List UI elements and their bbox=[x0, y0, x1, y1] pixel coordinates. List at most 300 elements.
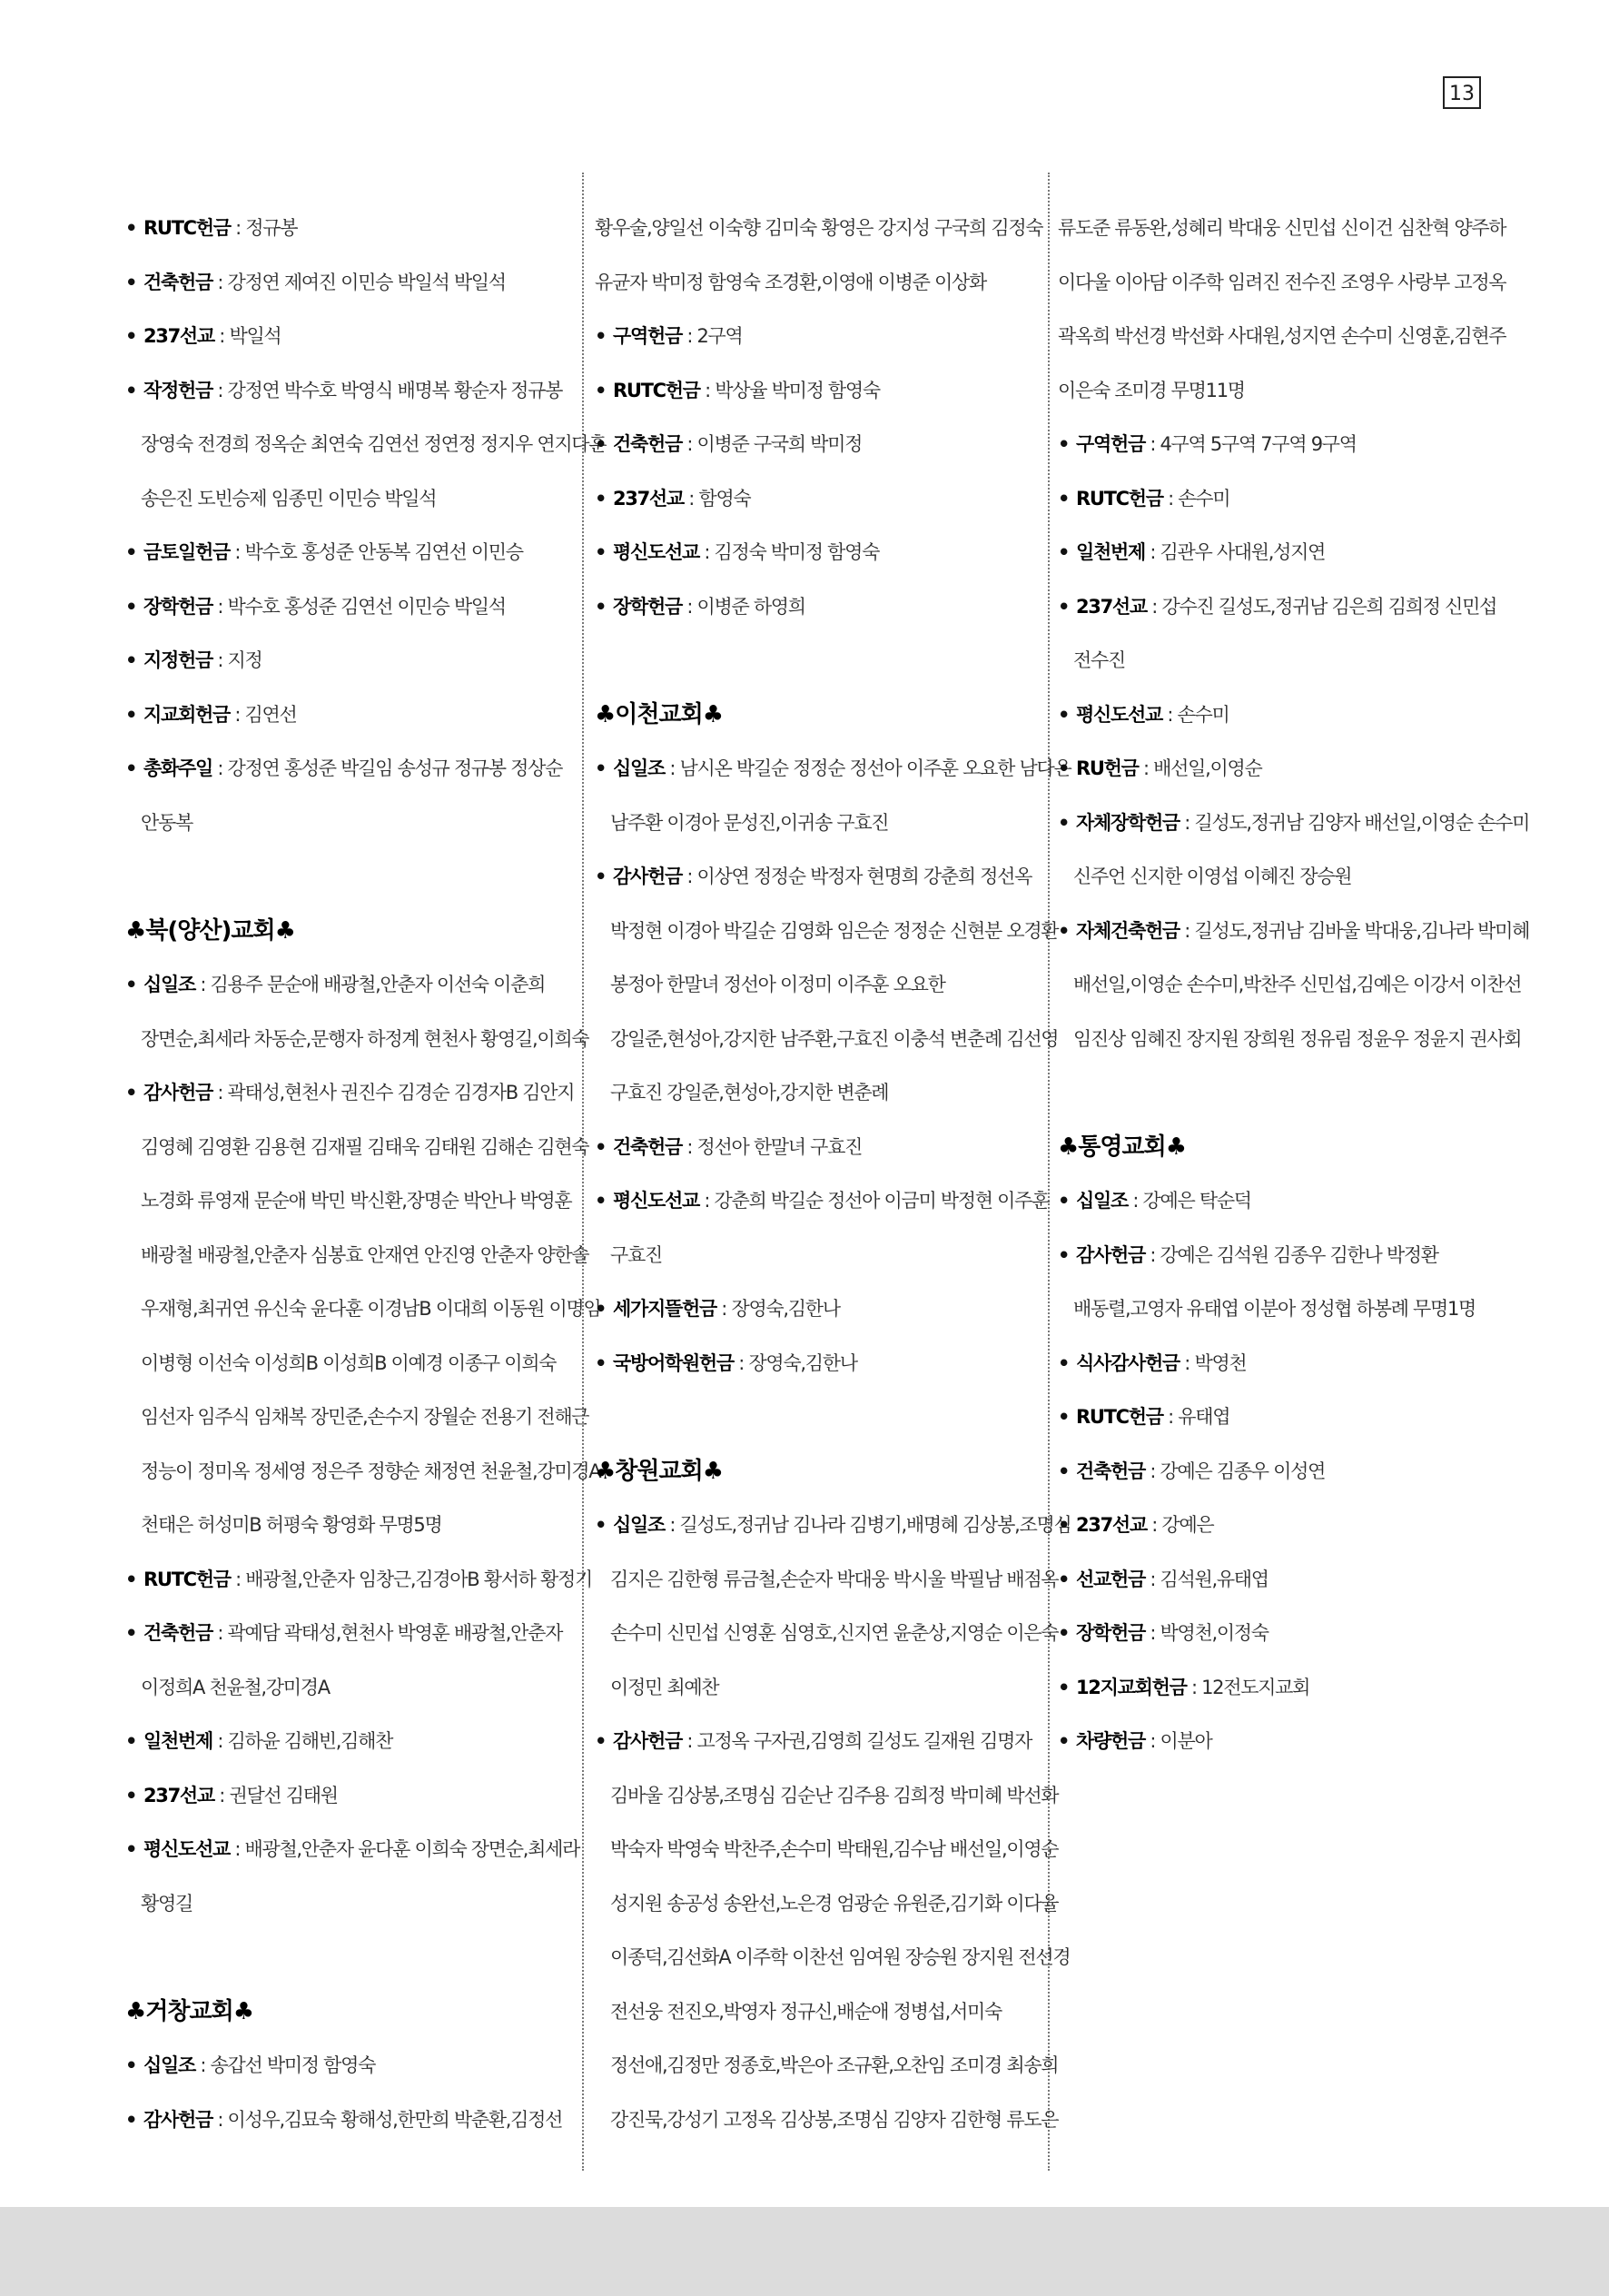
entry-first-line bbox=[595, 472, 1049, 527]
category-label: 12지교회헌금 bbox=[1076, 1676, 1187, 1698]
category-label: 237선교 bbox=[1076, 595, 1147, 618]
church-section-heading: ♣통영교회♣ bbox=[1058, 1133, 1187, 1161]
column-1 bbox=[125, 202, 607, 2147]
donation-entry bbox=[595, 1282, 1049, 1337]
entry-first-line bbox=[595, 310, 1049, 364]
label-separator: : bbox=[1144, 1460, 1160, 1482]
donor-names: 장영숙,김한나 bbox=[731, 1298, 840, 1320]
donor-names: 이정희A 천윤철,강미경A bbox=[141, 1676, 330, 1698]
entry-continuation-line bbox=[125, 1661, 579, 1716]
donor-names: 김영혜 김영환 김용현 김재필 김태욱 김태원 김해손 김현숙 bbox=[141, 1135, 589, 1158]
donation-entry bbox=[125, 1769, 579, 1824]
entry-first-line bbox=[125, 1823, 579, 1877]
donor-names: 김관우 사대원,성지연 bbox=[1160, 541, 1326, 563]
category-label: 세가지뜰헌금 bbox=[613, 1298, 716, 1320]
donor-names: 송은진 도빈승제 임종민 이민승 박일석 bbox=[141, 487, 437, 510]
entry-continuation-line bbox=[595, 1607, 1059, 1661]
label-separator: : bbox=[212, 595, 228, 618]
category-label: 감사헌금 bbox=[1076, 1243, 1145, 1266]
entry-first-line bbox=[1058, 1661, 1512, 1716]
continued-names-line: 이은숙 조미경 무명11명 bbox=[1058, 379, 1245, 401]
category-label: 식사감사헌금 bbox=[1076, 1351, 1180, 1374]
label-separator: : bbox=[681, 325, 697, 347]
donor-names: 손수미 신민섭 신영훈 심영호,신지연 윤춘상,지영순 이은숙 bbox=[610, 1622, 1059, 1644]
donation-entry bbox=[125, 526, 579, 580]
donor-names: 김하윤 김해빈,김해찬 bbox=[227, 1730, 393, 1752]
entry-first-line bbox=[1058, 742, 1512, 797]
category-label: 십일조 bbox=[613, 1514, 665, 1536]
label-separator: : bbox=[229, 703, 245, 726]
donation-entry bbox=[1058, 1553, 1512, 1608]
entry-first-line bbox=[125, 580, 579, 635]
church-section-heading: ♣거창교회♣ bbox=[125, 1997, 254, 2025]
entry-continuation-line bbox=[1058, 1013, 1522, 1067]
donor-names: 박영천 bbox=[1194, 1351, 1247, 1374]
donor-names: 구효진 강일준,현성아,강지한 변춘례 bbox=[610, 1082, 889, 1103]
entry-continuation-line bbox=[595, 1066, 1049, 1121]
label-separator: : bbox=[1146, 595, 1162, 618]
label-separator: : bbox=[1144, 1622, 1160, 1644]
entry-continuation-line bbox=[595, 2093, 1059, 2148]
donation-entry bbox=[125, 688, 579, 743]
category-label: 237선교 bbox=[1076, 1514, 1147, 1536]
donor-names: 지정 bbox=[227, 649, 262, 671]
donation-entry bbox=[595, 472, 1049, 527]
donor-names: 강예은 탁순덕 bbox=[1142, 1190, 1251, 1212]
donor-names: 구효진 bbox=[610, 1243, 662, 1266]
donation-entry bbox=[1058, 1715, 1512, 1769]
category-label: 장학헌금 bbox=[613, 595, 682, 618]
donor-names: 이병준 하영희 bbox=[696, 595, 805, 618]
donor-names: 곽태성,현천사 권진수 김경순 김경자B 김안지 bbox=[227, 1082, 575, 1103]
donation-entry bbox=[125, 2039, 579, 2093]
donation-entry bbox=[125, 1715, 579, 1769]
donor-names: 황영길 bbox=[141, 1892, 192, 1915]
category-label: RU헌금 bbox=[1076, 757, 1139, 779]
label-separator: : bbox=[194, 2054, 211, 2076]
entry-continuation-line bbox=[125, 418, 607, 472]
entry-first-line bbox=[1058, 1229, 1512, 1283]
donor-names: 김바울 김상봉,조명심 김순난 김주용 김희정 박미혜 박선화 bbox=[610, 1784, 1059, 1806]
category-label: 십일조 bbox=[143, 2054, 195, 2076]
donor-names: 이분아 bbox=[1160, 1730, 1212, 1752]
label-separator: : bbox=[1179, 919, 1195, 942]
donation-entry bbox=[1058, 418, 1512, 472]
label-separator: : bbox=[212, 649, 228, 671]
donor-names: 장영숙,김한나 bbox=[748, 1351, 857, 1374]
category-label: 감사헌금 bbox=[613, 1730, 682, 1752]
donation-entry bbox=[1058, 1337, 1512, 1391]
label-separator: : bbox=[213, 325, 230, 347]
donor-names: 정선애,김정만 정종호,박은아 조규환,오찬임 조미경 최송희 bbox=[610, 2054, 1059, 2076]
entry-continuation-line bbox=[595, 1877, 1059, 1932]
label-separator: : bbox=[229, 541, 245, 563]
donor-names: 남주환 이경아 문성진,이귀송 구효진 bbox=[610, 811, 889, 834]
entry-continuation-line bbox=[1058, 958, 1522, 1013]
entry-first-line bbox=[1058, 1607, 1512, 1661]
donor-names: 성지원 송공성 송완선,노은경 엄광순 유원준,김기화 이다율 bbox=[610, 1892, 1059, 1915]
donor-names: 배광철 배광철,안춘자 심봉효 안재연 안진영 안춘자 양한솔 bbox=[141, 1243, 589, 1266]
entry-first-line bbox=[125, 1769, 579, 1824]
donor-names: 임진상 임혜진 장지원 장희원 정유림 정윤우 정윤지 권사회 bbox=[1073, 1027, 1522, 1050]
label-separator: : bbox=[194, 974, 211, 995]
label-separator: : bbox=[213, 1784, 230, 1806]
category-label: 국방어학원헌금 bbox=[613, 1351, 734, 1374]
entry-continuation-line bbox=[595, 1931, 1071, 1985]
donor-names: 배광철,안춘자 임창근,김경아B 황서하 황정기 bbox=[245, 1568, 592, 1590]
donation-entry bbox=[125, 2093, 579, 2148]
donor-names: 강수진 길성도,정귀남 김은희 김희정 신민섭 bbox=[1161, 595, 1497, 618]
donation-entry bbox=[125, 958, 589, 1066]
donor-names: 송갑선 박미정 함영숙 bbox=[210, 2054, 376, 2076]
donor-names: 유태엽 bbox=[1178, 1406, 1230, 1428]
entry-first-line bbox=[125, 688, 579, 743]
donation-entry bbox=[595, 364, 1049, 419]
label-separator: : bbox=[212, 1622, 228, 1644]
label-separator: : bbox=[1179, 811, 1195, 834]
label-separator: : bbox=[716, 1298, 732, 1320]
category-label: 자체건축헌금 bbox=[1076, 919, 1180, 942]
entry-continuation-line bbox=[1058, 850, 1512, 905]
donation-entry bbox=[1058, 1229, 1512, 1337]
label-separator: : bbox=[1162, 487, 1179, 510]
entry-first-line bbox=[595, 1121, 1049, 1175]
category-label: 작정헌금 bbox=[143, 379, 212, 401]
donor-names: 12전도지교회 bbox=[1201, 1676, 1310, 1698]
entry-first-line bbox=[125, 742, 579, 797]
donation-entry bbox=[1058, 797, 1530, 905]
page-number: 13 bbox=[1443, 76, 1481, 109]
entry-continuation-line bbox=[1058, 1282, 1512, 1337]
category-label: 일천번제 bbox=[143, 1730, 212, 1752]
label-separator: : bbox=[230, 1568, 246, 1590]
category-label: 감사헌금 bbox=[613, 866, 682, 887]
label-separator: : bbox=[229, 1838, 245, 1860]
donor-names: 권달선 김태원 bbox=[229, 1784, 338, 1806]
entry-continuation-line bbox=[595, 2039, 1059, 2093]
donor-names: 정규봉 bbox=[245, 217, 298, 239]
label-separator: : bbox=[1127, 1190, 1143, 1212]
entry-first-line bbox=[1058, 1390, 1512, 1445]
entry-first-line bbox=[1058, 1445, 1512, 1499]
entry-continuation-line bbox=[595, 905, 1059, 959]
continued-names-line: 황우술,양일선 이숙향 김미숙 황영은 강지성 구국희 김정숙 bbox=[595, 217, 1043, 239]
category-label: 십일조 bbox=[143, 974, 195, 995]
entry-first-line bbox=[595, 1282, 1049, 1337]
entry-first-line bbox=[1058, 797, 1530, 851]
donor-names: 손수미 bbox=[1178, 487, 1230, 510]
donor-names: 이종덕,김선화A 이주학 이찬선 임여원 장승원 장지원 전선경 bbox=[610, 1946, 1071, 1968]
category-label: 차량헌금 bbox=[1076, 1730, 1145, 1752]
footer-band bbox=[0, 2207, 1609, 2296]
donation-entry bbox=[595, 850, 1059, 1121]
category-label: 선교헌금 bbox=[1076, 1568, 1145, 1590]
category-label: 총화주일 bbox=[143, 757, 212, 779]
category-label: 감사헌금 bbox=[143, 1082, 212, 1103]
donor-names: 김정숙 박미정 함영숙 bbox=[714, 541, 880, 563]
entry-first-line bbox=[125, 310, 579, 364]
donation-entry bbox=[125, 364, 607, 527]
label-separator: : bbox=[1138, 757, 1154, 779]
entry-first-line bbox=[595, 1337, 1049, 1391]
category-label: 237선교 bbox=[143, 1784, 214, 1806]
church-section-heading: ♣창원교회♣ bbox=[595, 1457, 724, 1485]
donation-entry bbox=[1058, 526, 1512, 580]
category-label: 장학헌금 bbox=[1076, 1622, 1145, 1644]
category-label: RUTC헌금 bbox=[613, 379, 700, 401]
entry-continuation-line bbox=[125, 797, 579, 851]
donor-names: 천태은 허성미B 허평숙 황영화 무명5명 bbox=[141, 1514, 442, 1536]
category-label: 건축헌금 bbox=[143, 271, 212, 293]
donor-names: 이병준 구국희 박미정 bbox=[696, 433, 863, 455]
label-separator: : bbox=[212, 2108, 228, 2131]
label-separator: : bbox=[664, 1514, 680, 1536]
continued-names-line: 곽옥희 박선경 박선화 사대원,성지연 손수미 신영훈,김현주 bbox=[1058, 325, 1506, 347]
category-label: 십일조 bbox=[613, 757, 665, 779]
label-separator: : bbox=[698, 1190, 715, 1212]
donation-entry bbox=[125, 1607, 579, 1715]
donation-entry bbox=[1058, 1445, 1512, 1499]
entry-first-line bbox=[125, 256, 579, 311]
donation-entry bbox=[595, 418, 1049, 472]
donor-names: 김지은 김한형 류금철,손순자 박대웅 박시울 박필남 배점옥 bbox=[610, 1568, 1059, 1590]
category-label: 일천번제 bbox=[1076, 541, 1145, 563]
donor-names: 곽예담 곽태성,현천사 박영훈 배광철,안춘자 bbox=[227, 1622, 563, 1644]
entry-continuation-line bbox=[595, 1229, 1049, 1283]
donor-names: 박정현 이경아 박길순 김영화 임은순 정정순 신현분 오경환 bbox=[610, 919, 1059, 942]
category-label: 237선교 bbox=[143, 325, 214, 347]
label-separator: : bbox=[1186, 1676, 1202, 1698]
entry-continuation-line bbox=[125, 1229, 589, 1283]
category-label: 건축헌금 bbox=[613, 433, 682, 455]
category-label: 지정헌금 bbox=[143, 649, 212, 671]
donation-entry bbox=[1058, 580, 1512, 688]
entry-first-line bbox=[1058, 1553, 1512, 1608]
label-separator: : bbox=[212, 1730, 228, 1752]
label-separator: : bbox=[1144, 433, 1160, 455]
donor-names: 박숙자 박영숙 박찬주,손수미 박태원,김수남 배선일,이영순 bbox=[610, 1838, 1059, 1860]
category-label: 평신도선교 bbox=[1076, 703, 1162, 726]
donor-names: 배동렬,고영자 유태엽 이분아 정성협 하봉례 무명1명 bbox=[1073, 1298, 1476, 1320]
category-label: 금토일헌금 bbox=[143, 541, 230, 563]
entry-continuation-line bbox=[595, 1013, 1059, 1067]
column-2 bbox=[595, 202, 1071, 2147]
donor-names: 이상연 정정순 박정자 현명희 강춘희 정선옥 bbox=[696, 866, 1032, 887]
donor-names: 박영천,이정숙 bbox=[1160, 1622, 1268, 1644]
category-label: 자체장학헌금 bbox=[1076, 811, 1180, 834]
donation-entry bbox=[125, 1823, 579, 1931]
donor-names: 남시온 박길순 정정순 정선아 이주훈 오요한 남다은 bbox=[679, 757, 1071, 779]
donor-names: 고정옥 구자권,김영희 길성도 길재원 김명자 bbox=[696, 1730, 1032, 1752]
label-separator: : bbox=[230, 217, 246, 239]
entry-continuation-line bbox=[125, 1445, 601, 1499]
entry-first-line bbox=[595, 850, 1049, 905]
category-label: 건축헌금 bbox=[1076, 1460, 1145, 1482]
entry-first-line bbox=[595, 364, 1049, 419]
donor-names: 강예은 김종우 이성연 bbox=[1160, 1460, 1326, 1482]
label-separator: : bbox=[1144, 1568, 1160, 1590]
donation-entry bbox=[125, 580, 579, 635]
entry-first-line bbox=[125, 202, 579, 256]
entry-first-line bbox=[595, 418, 1049, 472]
category-label: 평신도선교 bbox=[143, 1838, 230, 1860]
donor-names: 박수호 홍성준 안동복 김연선 이민승 bbox=[244, 541, 523, 563]
entry-first-line bbox=[125, 2093, 579, 2148]
donor-names: 배선일,이영순 손수미,박찬주 신민섭,김예은 이강서 이찬선 bbox=[1073, 974, 1522, 995]
donation-entry bbox=[595, 310, 1049, 364]
category-label: 구역헌금 bbox=[613, 325, 682, 347]
donor-names: 이성우,김묘숙 황해성,한만희 박춘환,김정선 bbox=[227, 2108, 563, 2131]
category-label: 지교회헌금 bbox=[143, 703, 230, 726]
entry-first-line bbox=[1058, 688, 1512, 743]
entry-continuation-line bbox=[125, 1337, 579, 1391]
entry-first-line bbox=[1058, 1499, 1512, 1553]
donation-entry bbox=[125, 256, 579, 311]
label-separator: : bbox=[1144, 541, 1160, 563]
church-section-heading: ♣이천교회♣ bbox=[595, 700, 724, 728]
donor-names: 손수미 bbox=[1177, 703, 1229, 726]
donation-entry bbox=[595, 742, 1071, 850]
donation-entry bbox=[1058, 1499, 1512, 1553]
entry-first-line bbox=[595, 1715, 1049, 1769]
category-label: 평신도선교 bbox=[613, 1190, 699, 1212]
label-separator: : bbox=[681, 1730, 697, 1752]
label-separator: : bbox=[212, 757, 228, 779]
donor-names: 강춘희 박길순 정선아 이금미 박정현 이주훈 bbox=[714, 1190, 1050, 1212]
entry-continuation-line bbox=[1058, 634, 1512, 688]
category-label: RUTC헌금 bbox=[143, 1568, 231, 1590]
entry-first-line bbox=[125, 1715, 579, 1769]
donation-entry bbox=[1058, 1661, 1512, 1716]
label-separator: : bbox=[681, 1135, 697, 1158]
donor-names: 이정민 최예찬 bbox=[610, 1676, 719, 1698]
donation-entry bbox=[125, 1066, 601, 1553]
donor-names: 강일준,현성아,강지한 남주환,구효진 이충석 변춘례 김선영 bbox=[610, 1027, 1059, 1050]
label-separator: : bbox=[733, 1351, 749, 1374]
entry-continuation-line bbox=[125, 1282, 601, 1337]
donor-names: 배선일,이영순 bbox=[1153, 757, 1262, 779]
donation-entry bbox=[1058, 742, 1512, 797]
entry-first-line bbox=[1058, 1174, 1512, 1229]
donor-names: 박상율 박미정 함영숙 bbox=[715, 379, 880, 401]
entry-continuation-line bbox=[125, 1174, 579, 1229]
donation-entry bbox=[595, 1121, 1049, 1175]
donor-names: 길성도,정귀남 김나라 김병기,배명혜 김상봉,조명심 bbox=[679, 1514, 1071, 1536]
entry-continuation-line bbox=[595, 958, 1049, 1013]
entry-first-line bbox=[125, 364, 579, 419]
entry-continuation-line bbox=[595, 1553, 1059, 1608]
donor-names: 정능이 정미옥 정세영 정은주 정향순 채정연 천윤철,강미경A bbox=[141, 1460, 601, 1482]
donor-names: 김연선 bbox=[244, 703, 297, 726]
entry-continuation-line bbox=[125, 1499, 579, 1553]
donor-names: 강예은 김석원 김종우 김한나 박정환 bbox=[1160, 1243, 1438, 1266]
donor-names: 장영숙 전경희 정옥순 최연숙 김연선 정연정 정지우 연지다훈 bbox=[141, 433, 607, 455]
entry-continuation-line bbox=[595, 797, 1049, 851]
donation-entry bbox=[595, 1715, 1071, 2147]
category-label: 건축헌금 bbox=[143, 1622, 212, 1644]
donor-names: 이병형 이선숙 이성희B 이성희B 이예경 이종구 이희숙 bbox=[141, 1351, 557, 1374]
entry-first-line bbox=[125, 1607, 579, 1661]
donor-names: 박일석 bbox=[229, 325, 281, 347]
entry-continuation-line bbox=[595, 1823, 1059, 1877]
entry-first-line bbox=[125, 634, 579, 688]
label-separator: : bbox=[212, 271, 228, 293]
donation-entry bbox=[1058, 688, 1512, 743]
continued-names-line: 류도준 류동완,성혜리 박대웅 신민섭 신이건 심찬혁 양주하 bbox=[1058, 217, 1506, 239]
entry-first-line bbox=[125, 958, 579, 1013]
entry-continuation-line bbox=[595, 1661, 1049, 1716]
donor-names: 강정연 제여진 이민승 박일석 박일석 bbox=[227, 271, 506, 293]
donor-names: 장면순,최세라 차동순,문행자 하정계 현천사 황영길,이희숙 bbox=[141, 1027, 589, 1050]
label-separator: : bbox=[699, 379, 716, 401]
entry-first-line bbox=[1058, 580, 1512, 635]
label-separator: : bbox=[212, 379, 228, 401]
donation-entry bbox=[595, 526, 1049, 580]
entry-first-line bbox=[1058, 1715, 1512, 1769]
label-separator: : bbox=[1161, 703, 1178, 726]
donor-names: 노경화 류영재 문순애 박민 박신환,장명순 박안나 박영훈 bbox=[141, 1190, 572, 1212]
donor-names: 신주언 신지한 이영섭 이혜진 장승원 bbox=[1073, 866, 1352, 887]
donor-names: 길성도,정귀남 김양자 배선일,이영순 손수미 bbox=[1194, 811, 1530, 834]
donor-names: 우재형,최귀연 유신숙 윤다훈 이경남B 이대희 이동원 이명임 bbox=[141, 1298, 601, 1320]
label-separator: : bbox=[664, 757, 680, 779]
category-label: 감사헌금 bbox=[143, 2108, 212, 2131]
donor-names: 김용주 문순애 배광철,안춘자 이선숙 이춘희 bbox=[210, 974, 546, 995]
entry-first-line bbox=[595, 1499, 1071, 1553]
entry-continuation-line bbox=[595, 1985, 1049, 2040]
donation-entry bbox=[125, 1553, 592, 1608]
donor-names: 강진묵,강성기 고정옥 김상봉,조명심 김양자 김한형 류도은 bbox=[610, 2108, 1059, 2131]
label-separator: : bbox=[1146, 1514, 1162, 1536]
donor-names: 임선자 임주식 임채복 장민준,손수지 장월순 전용기 전해근 bbox=[141, 1406, 589, 1428]
entry-first-line bbox=[1058, 905, 1530, 959]
donor-names: 2구역 bbox=[696, 325, 743, 347]
donor-names: 김석원,유태엽 bbox=[1160, 1568, 1268, 1590]
entry-first-line bbox=[125, 1066, 579, 1121]
label-separator: : bbox=[681, 433, 697, 455]
category-label: 237선교 bbox=[613, 487, 684, 510]
donation-entry bbox=[1058, 472, 1512, 527]
category-label: 평신도선교 bbox=[613, 541, 699, 563]
donor-names: 안동복 bbox=[141, 811, 192, 834]
entry-continuation-line bbox=[125, 1390, 589, 1445]
entry-first-line bbox=[1058, 472, 1512, 527]
entry-first-line bbox=[125, 1553, 592, 1608]
category-label: RUTC헌금 bbox=[1076, 487, 1163, 510]
category-label: RUTC헌금 bbox=[1076, 1406, 1163, 1428]
entry-first-line bbox=[595, 1174, 1049, 1229]
entry-first-line bbox=[125, 526, 579, 580]
entry-continuation-line bbox=[125, 472, 579, 527]
donor-names: 전수진 bbox=[1073, 649, 1125, 671]
donor-names: 배광철,안춘자 윤다훈 이희숙 장면순,최세라 bbox=[244, 1838, 580, 1860]
donor-names: 4구역 5구역 7구역 9구역 bbox=[1160, 433, 1357, 455]
label-separator: : bbox=[681, 595, 697, 618]
label-separator: : bbox=[212, 1082, 228, 1103]
category-label: 십일조 bbox=[1076, 1190, 1128, 1212]
category-label: 장학헌금 bbox=[143, 595, 212, 618]
entry-continuation-line bbox=[125, 1877, 579, 1932]
donation-entry bbox=[125, 634, 579, 688]
label-separator: : bbox=[1162, 1406, 1179, 1428]
entry-first-line bbox=[1058, 1337, 1512, 1391]
label-separator: : bbox=[1144, 1730, 1160, 1752]
entry-continuation-line bbox=[125, 1013, 589, 1067]
entry-continuation-line bbox=[125, 1121, 589, 1175]
donor-names: 박수호 홍성준 김연선 이민승 박일석 bbox=[227, 595, 506, 618]
donor-names: 강정연 박수호 박영식 배명복 황순자 정규봉 bbox=[227, 379, 563, 401]
column-3 bbox=[1058, 202, 1530, 1769]
